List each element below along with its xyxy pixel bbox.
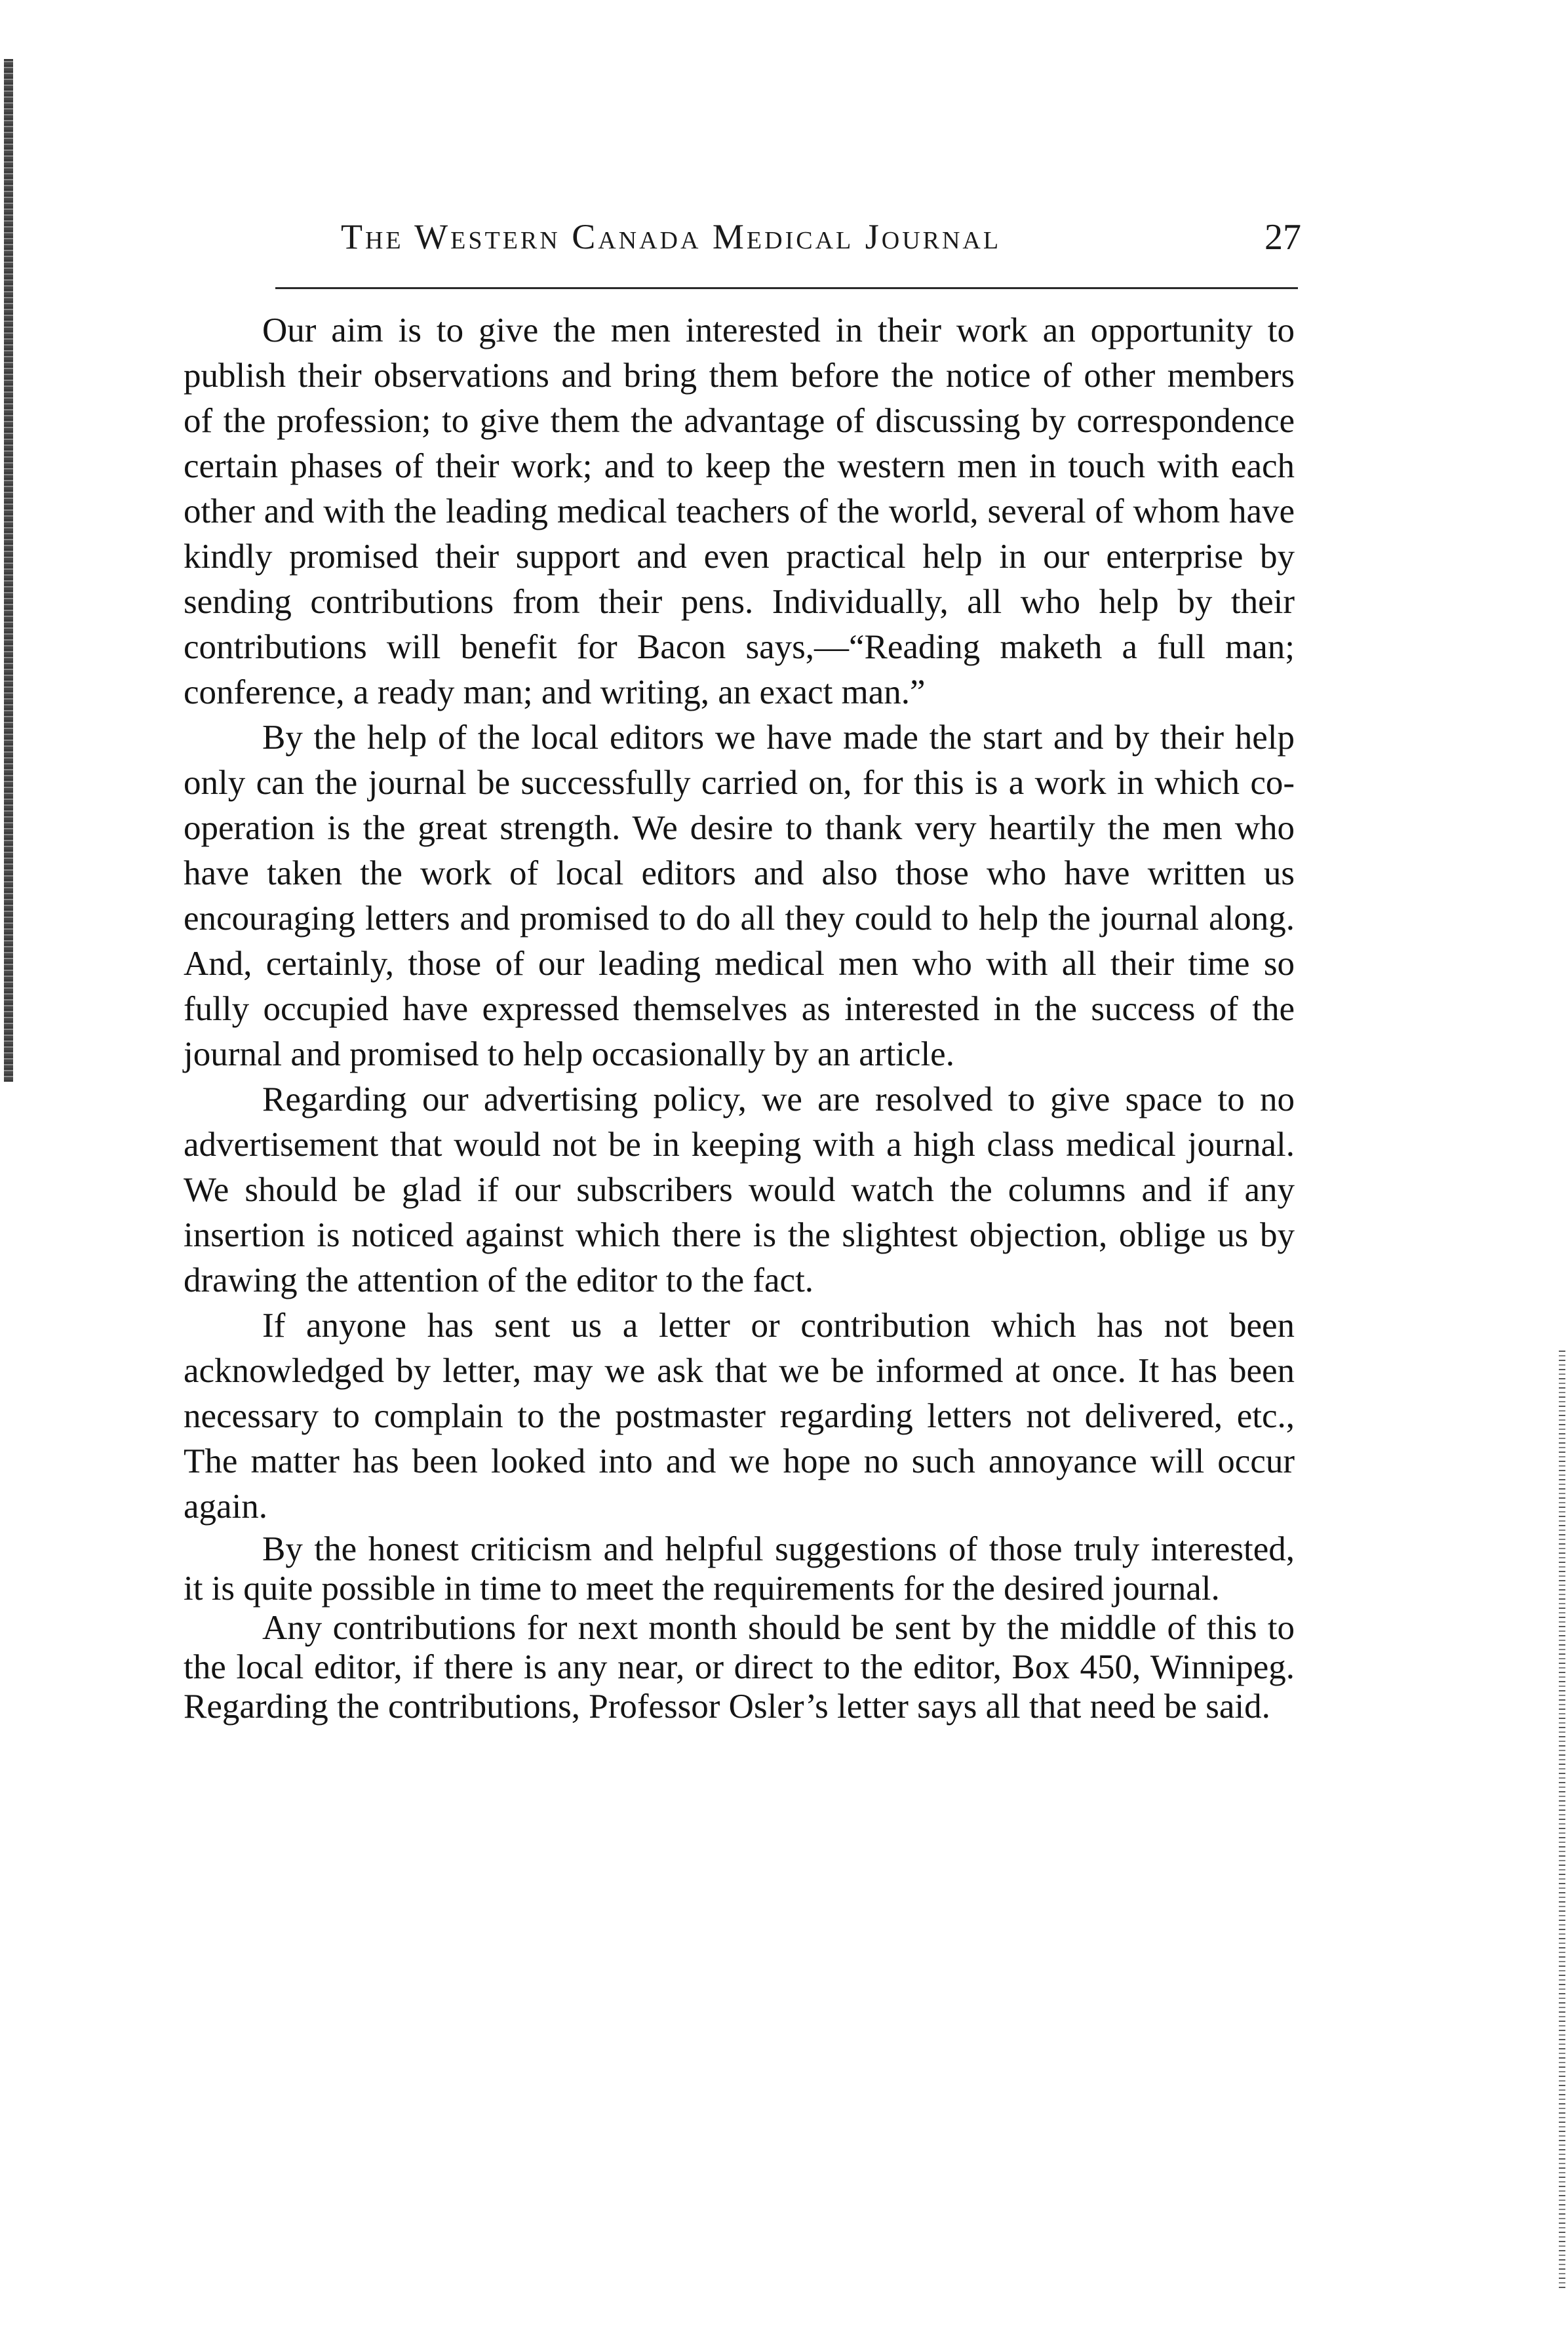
page-number: 27: [1264, 217, 1301, 258]
paragraph-contributions: Any contributions for next month should be sent by the middle of this to the local editor, if there is any near, or direct to the editor, Box 450, Winnipeg. Regarding the contributions, Professor Osler’s letter says all that need be said.: [184, 1609, 1295, 1726]
paragraph-local-editors: By the help of the local editors we have made the start and by their help only can the journal be successfully carried on, for this is a work in which co-operation is the great strength. We desire to thank very heartily the men who have taken the work of local editors and also those who have written us encouraging letters and promised to do all they could to help the journal along. And, certainly, those of our leading medical men who with all their time so fully occupied have expressed themselves as interested in the success of the journal and promised to help occasionally by an article.: [184, 719, 1295, 1073]
scan-edge-left: [4, 59, 13, 1082]
header-rule: [275, 287, 1298, 289]
article-body: [184, 308, 1295, 1726]
journal-title: The Western Canada Medical Journal: [341, 217, 1002, 256]
paragraph-criticism: By the honest criticism and helpful suggestions of those truly interested, it is quite possible in time to meet the requirements for the desired journal.: [184, 1530, 1295, 1608]
paragraph-aim: Our aim is to give the men interested in their work an opportunity to publish their observations and bring them before the notice of other members of the profession; to give them the advantage of discussing by correspondence certain phases of their work; and to keep the western men in touch with each other and with the leading medical teachers of the world, several of whom have kindly promised their support and even practical help in our enterprise by sending contributions from their pens. Individually, all who help by their contributions will benefit for Bacon says,—“Reading maketh a full man; conference, a ready man; and writing, an exact man.”: [184, 311, 1295, 711]
scan-edge-right: [1559, 1351, 1565, 2288]
paragraph-advertising: Regarding our advertising policy, we are resolved to give space to no advertisement that would not be in keeping with a high class medical journal. We should be glad if our subscribers would watch the columns and if any insertion is noticed against which there is the slightest objection, oblige us by drawing the attention of the editor to the fact.: [184, 1080, 1295, 1299]
running-head: [341, 216, 1301, 275]
paragraph-acknowledgement: If anyone has sent us a letter or contribution which has not been acknowledged by letter, may we ask that we be informed at once. It has been necessary to complain to the postmaster regarding letters not delivered, etc., The matter has been looked into and we hope no such annoyance will occur again.: [184, 1307, 1295, 1526]
